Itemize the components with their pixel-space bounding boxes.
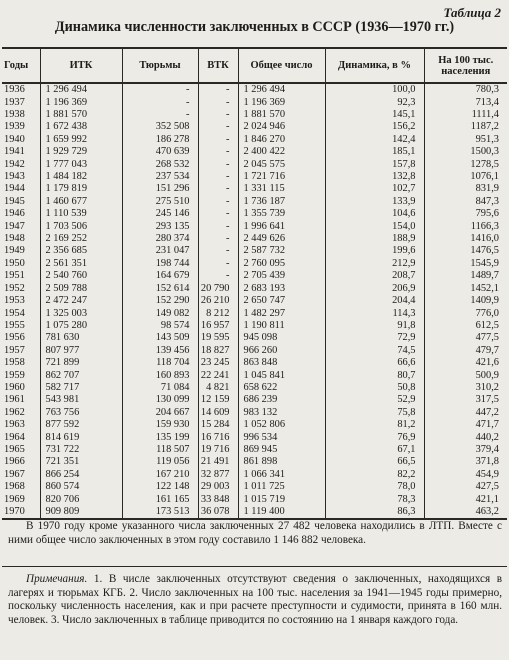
table-row [2, 320, 507, 332]
cell-itk: 1 460 677 [40, 196, 122, 208]
cell-dynamics: 67,1 [325, 444, 424, 456]
cell-itk: 2 169 252 [40, 233, 122, 245]
cell-year: 1955 [4, 319, 25, 331]
cell-dynamics: 145,1 [325, 109, 424, 121]
cell-itk: 543 981 [40, 394, 122, 406]
cell-prisons: 159 930 [122, 419, 198, 431]
table-row [2, 506, 507, 519]
table-row [2, 220, 507, 232]
cell-vtk: 36 078 [198, 506, 238, 519]
cell-prisons: 186 278 [122, 134, 198, 146]
cell-prisons: 352 508 [122, 121, 198, 133]
cell-dynamics: 104,6 [325, 208, 424, 220]
cell-vtk: - [198, 270, 238, 282]
cell-dynamics: 102,7 [325, 183, 424, 195]
cell-vtk: - [198, 220, 238, 232]
cell-prisons: 98 574 [122, 320, 198, 332]
cell-vtk: 23 245 [198, 357, 238, 369]
cell-total: 1 296 494 [238, 83, 325, 96]
cell-per-100k: 831,9 [424, 183, 507, 195]
cell-per-100k: 421,1 [424, 493, 507, 505]
cell-year: 1967 [4, 468, 25, 480]
cell-dynamics: 72,9 [325, 332, 424, 344]
cell-dynamics: 114,3 [325, 307, 424, 319]
cell-year: 1970 [2, 506, 40, 519]
table-row [2, 109, 507, 121]
cell-per-100k: 1489,7 [424, 270, 507, 282]
cell-dynamics: 52,9 [325, 394, 424, 406]
cell-year: 1936 [4, 84, 25, 96]
cell-total: 1 196 369 [238, 96, 325, 108]
col-header-dynamics: Динамика, в % [325, 48, 424, 83]
cell-total: 1 355 739 [238, 208, 325, 220]
cell-vtk: 16 957 [198, 320, 238, 332]
cell-per-100k: 454,9 [424, 469, 507, 481]
cell-year: 1957 [4, 344, 25, 356]
cell-dynamics: 86,3 [325, 506, 424, 519]
cell-year: 1958 [4, 357, 25, 369]
cell-prisons: 245 146 [122, 208, 198, 220]
cell-itk: 2 561 351 [40, 258, 122, 270]
cell-total: 1 015 719 [238, 493, 325, 505]
cell-dynamics: 66,6 [325, 357, 424, 369]
cell-vtk: 8 212 [198, 307, 238, 319]
cell-itk: 820 706 [40, 493, 122, 505]
col-header-prisons: Тюрьмы [122, 48, 198, 83]
cell-total: 2 449 626 [238, 233, 325, 245]
cell-vtk: 14 609 [198, 407, 238, 419]
cell-dynamics: 212,9 [325, 258, 424, 270]
col-header-per-100k: На 100 тыс. населения [424, 48, 507, 83]
cell-total: 2 760 095 [238, 258, 325, 270]
cell-dynamics: 206,9 [325, 283, 424, 295]
table-row [2, 183, 507, 195]
cell-vtk: - [198, 233, 238, 245]
table-row [2, 83, 507, 96]
cell-total: 996 534 [238, 431, 325, 443]
cell-vtk: 15 284 [198, 419, 238, 431]
cell-per-100k: 795,6 [424, 208, 507, 220]
cell-itk: 1 325 003 [40, 307, 122, 319]
cell-year: 1944 [4, 183, 25, 195]
cell-total: 1 190 811 [238, 320, 325, 332]
cell-total: 1 052 806 [238, 419, 325, 431]
cell-year: 1964 [4, 431, 25, 443]
cell-dynamics: 132,8 [325, 171, 424, 183]
cell-vtk: - [198, 121, 238, 133]
table-row [2, 419, 507, 431]
cell-per-100k: 421,6 [424, 357, 507, 369]
cell-vtk: - [198, 258, 238, 270]
cell-prisons: 280 374 [122, 233, 198, 245]
table-row [2, 295, 507, 307]
cell-year: 1965 [4, 443, 25, 455]
cell-dynamics: 142,4 [325, 134, 424, 146]
cell-total: 863 848 [238, 357, 325, 369]
cell-per-100k: 1111,4 [424, 109, 507, 121]
cell-year: 1939 [4, 121, 25, 133]
cell-prisons: 275 510 [122, 196, 198, 208]
table-header-row [2, 48, 507, 83]
cell-year: 1938 [4, 109, 25, 121]
cell-year: 1941 [4, 146, 25, 158]
cell-total: 1 996 641 [238, 220, 325, 232]
cell-total: 1 881 570 [238, 109, 325, 121]
cell-year: 1942 [4, 158, 25, 170]
cell-year: 1960 [4, 381, 25, 393]
cell-per-100k: 1409,9 [424, 295, 507, 307]
cell-vtk: - [198, 158, 238, 170]
cell-vtk: 12 159 [198, 394, 238, 406]
cell-itk: 731 722 [40, 444, 122, 456]
cell-vtk: 20 790 [198, 283, 238, 295]
cell-prisons: 122 148 [122, 481, 198, 493]
col-header-itk: ИТК [40, 48, 122, 83]
cell-prisons: 164 679 [122, 270, 198, 282]
cell-dynamics: 185,1 [325, 146, 424, 158]
cell-itk: 1 110 539 [40, 208, 122, 220]
table-row [2, 146, 507, 158]
cell-per-100k: 1076,1 [424, 171, 507, 183]
cell-prisons: 237 534 [122, 171, 198, 183]
cell-prisons: 149 082 [122, 307, 198, 319]
notes-paragraph [8, 573, 502, 627]
cell-dynamics: 80,7 [325, 369, 424, 381]
cell-prisons: 151 296 [122, 183, 198, 195]
cell-prisons: 293 135 [122, 220, 198, 232]
cell-vtk: - [198, 196, 238, 208]
table-row [2, 469, 507, 481]
cell-per-100k: 471,7 [424, 419, 507, 431]
cell-total: 1 331 115 [238, 183, 325, 195]
col-header-vtk: ВТК [198, 48, 238, 83]
cell-dynamics: 204,4 [325, 295, 424, 307]
table-row [2, 134, 507, 146]
cell-prisons: 139 456 [122, 345, 198, 357]
cell-per-100k: 447,2 [424, 407, 507, 419]
cell-prisons: 119 056 [122, 456, 198, 468]
cell-dynamics: 78,3 [325, 493, 424, 505]
table-row [2, 332, 507, 344]
cell-prisons: 160 893 [122, 369, 198, 381]
prisoners-table [2, 47, 507, 520]
table-row [2, 208, 507, 220]
cell-vtk: 19 716 [198, 444, 238, 456]
cell-total: 1 482 297 [238, 307, 325, 319]
cell-total: 686 239 [238, 394, 325, 406]
cell-itk: 814 619 [40, 431, 122, 443]
cell-per-100k: 479,7 [424, 345, 507, 357]
cell-itk: 1 777 043 [40, 158, 122, 170]
cell-year: 1943 [4, 171, 25, 183]
cell-itk: 1 672 438 [40, 121, 122, 133]
table-number: Таблица 2 [443, 5, 501, 20]
cell-vtk: 18 827 [198, 345, 238, 357]
cell-itk: 781 630 [40, 332, 122, 344]
cell-per-100k: 780,3 [424, 83, 507, 96]
cell-itk: 866 254 [40, 469, 122, 481]
cell-vtk: 19 595 [198, 332, 238, 344]
divider-line [2, 566, 507, 567]
cell-prisons: 204 667 [122, 407, 198, 419]
cell-per-100k: 310,2 [424, 382, 507, 394]
table-row [2, 283, 507, 295]
cell-vtk: - [198, 134, 238, 146]
cell-total: 1 721 716 [238, 171, 325, 183]
cell-dynamics: 81,2 [325, 419, 424, 431]
cell-total: 966 260 [238, 345, 325, 357]
table-row [2, 233, 507, 245]
cell-per-100k: 1545,9 [424, 258, 507, 270]
table-row [2, 394, 507, 406]
cell-dynamics: 82,2 [325, 469, 424, 481]
cell-per-100k: 500,9 [424, 369, 507, 381]
table-row [2, 444, 507, 456]
table-row [2, 307, 507, 319]
cell-prisons: 71 084 [122, 382, 198, 394]
cell-per-100k: 1166,3 [424, 220, 507, 232]
cell-dynamics: 75,8 [325, 407, 424, 419]
cell-prisons: - [122, 109, 198, 121]
cell-year: 1940 [4, 133, 25, 145]
cell-year: 1946 [4, 208, 25, 220]
cell-itk: 862 707 [40, 369, 122, 381]
cell-total: 2 024 946 [238, 121, 325, 133]
cell-year: 1963 [4, 419, 25, 431]
table-row [2, 171, 507, 183]
cell-vtk: 22 241 [198, 369, 238, 381]
cell-dynamics: 199,6 [325, 245, 424, 257]
cell-total: 1 119 400 [238, 506, 325, 519]
cell-per-100k: 1187,2 [424, 121, 507, 133]
cell-year: 1954 [4, 307, 25, 319]
cell-prisons: 268 532 [122, 158, 198, 170]
table-row [2, 121, 507, 133]
cell-dynamics: 92,3 [325, 96, 424, 108]
cell-dynamics: 74,5 [325, 345, 424, 357]
cell-prisons: 470 639 [122, 146, 198, 158]
cell-year: 1951 [4, 270, 25, 282]
cell-itk: 807 977 [40, 345, 122, 357]
cell-itk: 1 659 992 [40, 134, 122, 146]
table-row [2, 431, 507, 443]
cell-per-100k: 1278,5 [424, 158, 507, 170]
cell-vtk: 29 003 [198, 481, 238, 493]
cell-vtk: - [198, 183, 238, 195]
notes-text: 1. В числе заключенных отсутствуют сведения о заключенных, находящихся в лагерях и тюрьмах КГБ. 2. Число заключенных на 100 тыс. населения за 1941—1945 годы примерно, поскольку численность населения, как и при расчете преступности и судимости, принята в 160 млн. человек. 3. Число заключенных в таблице приводится по состоянию на 1 января каждого года. [8, 573, 502, 626]
cell-dynamics: 188,9 [325, 233, 424, 245]
cell-itk: 1 929 729 [40, 146, 122, 158]
cell-prisons: 152 290 [122, 295, 198, 307]
cell-total: 1 846 270 [238, 134, 325, 146]
table-row [2, 196, 507, 208]
cell-prisons: - [122, 83, 198, 96]
cell-itk: 721 351 [40, 456, 122, 468]
cell-year: 1961 [4, 394, 25, 406]
cell-year: 1952 [4, 282, 25, 294]
cell-itk: 1 484 182 [40, 171, 122, 183]
cell-year: 1949 [4, 245, 25, 257]
cell-vtk: 16 716 [198, 431, 238, 443]
cell-total: 1 736 187 [238, 196, 325, 208]
cell-prisons: 143 509 [122, 332, 198, 344]
cell-itk: 2 356 685 [40, 245, 122, 257]
col-header-total: Общее число [238, 48, 325, 83]
cell-dynamics: 78,0 [325, 481, 424, 493]
cell-year: 1968 [4, 481, 25, 493]
cell-total: 2 045 575 [238, 158, 325, 170]
cell-year: 1937 [4, 96, 25, 108]
cell-itk: 1 296 494 [40, 83, 122, 96]
cell-itk: 2 540 760 [40, 270, 122, 282]
cell-vtk: 32 877 [198, 469, 238, 481]
cell-year: 1966 [4, 456, 25, 468]
cell-itk: 877 592 [40, 419, 122, 431]
cell-dynamics: 133,9 [325, 196, 424, 208]
cell-year: 1950 [4, 257, 25, 269]
notes-label: Примечания. [26, 573, 88, 585]
cell-itk: 1 179 819 [40, 183, 122, 195]
cell-itk: 2 472 247 [40, 295, 122, 307]
cell-prisons: 198 744 [122, 258, 198, 270]
cell-year: 1947 [4, 220, 25, 232]
cell-total: 658 622 [238, 382, 325, 394]
cell-year: 1962 [4, 406, 25, 418]
cell-vtk: - [198, 96, 238, 108]
cell-vtk: 33 848 [198, 493, 238, 505]
cell-total: 1 066 341 [238, 469, 325, 481]
table-body [2, 83, 507, 519]
cell-dynamics: 100,0 [325, 83, 424, 96]
cell-year: 1956 [4, 332, 25, 344]
cell-prisons: 152 614 [122, 283, 198, 295]
cell-itk: 721 899 [40, 357, 122, 369]
cell-per-100k: 317,5 [424, 394, 507, 406]
cell-itk: 763 756 [40, 407, 122, 419]
cell-per-100k: 951,3 [424, 134, 507, 146]
cell-prisons: 118 704 [122, 357, 198, 369]
table-row [2, 245, 507, 257]
cell-dynamics: 154,0 [325, 220, 424, 232]
cell-per-100k: 776,0 [424, 307, 507, 319]
cell-total: 861 898 [238, 456, 325, 468]
cell-total: 1 045 841 [238, 369, 325, 381]
table-row [2, 369, 507, 381]
cell-dynamics: 76,9 [325, 431, 424, 443]
cell-prisons: 135 199 [122, 431, 198, 443]
table-row [2, 481, 507, 493]
cell-per-100k: 440,2 [424, 431, 507, 443]
cell-vtk: - [198, 83, 238, 96]
cell-total: 983 132 [238, 407, 325, 419]
cell-vtk: 4 821 [198, 382, 238, 394]
cell-vtk: - [198, 245, 238, 257]
cell-year: 1945 [4, 195, 25, 207]
cell-itk: 2 509 788 [40, 283, 122, 295]
cell-total: 869 945 [238, 444, 325, 456]
cell-per-100k: 379,4 [424, 444, 507, 456]
cell-per-100k: 713,4 [424, 96, 507, 108]
cell-prisons: 161 165 [122, 493, 198, 505]
cell-year: 1953 [4, 295, 25, 307]
cell-total: 945 098 [238, 332, 325, 344]
table-row [2, 96, 507, 108]
table-row [2, 345, 507, 357]
cell-itk: 582 717 [40, 382, 122, 394]
cell-vtk: 26 210 [198, 295, 238, 307]
cell-per-100k: 427,5 [424, 481, 507, 493]
cell-per-100k: 477,5 [424, 332, 507, 344]
cell-total: 2 587 732 [238, 245, 325, 257]
cell-per-100k: 1452,1 [424, 283, 507, 295]
cell-total: 2 705 439 [238, 270, 325, 282]
cell-per-100k: 612,5 [424, 320, 507, 332]
cell-dynamics: 208,7 [325, 270, 424, 282]
cell-per-100k: 847,3 [424, 196, 507, 208]
table-row [2, 456, 507, 468]
cell-prisons: 231 047 [122, 245, 198, 257]
cell-itk: 1 196 369 [40, 96, 122, 108]
cell-dynamics: 156,2 [325, 121, 424, 133]
cell-dynamics: 157,8 [325, 158, 424, 170]
cell-prisons: - [122, 96, 198, 108]
col-header-years: Годы [2, 48, 40, 83]
table-row [2, 270, 507, 282]
cell-per-100k: 1500,3 [424, 146, 507, 158]
table-row [2, 258, 507, 270]
cell-per-100k: 1476,5 [424, 245, 507, 257]
cell-prisons: 130 099 [122, 394, 198, 406]
cell-prisons: 167 210 [122, 469, 198, 481]
table-row [2, 493, 507, 505]
cell-itk: 860 574 [40, 481, 122, 493]
table-row [2, 357, 507, 369]
cell-vtk: - [198, 208, 238, 220]
after-table-paragraph: В 1970 году кроме указанного числа заключенных 27 482 человека находились в ЛТП. Вместе с ними общее число заключенных в этом году составило 1 146 882 человека. [8, 520, 502, 546]
cell-dynamics: 50,8 [325, 382, 424, 394]
table-title: Динамика численности заключенных в СССР (1936—1970 гг.) [54, 19, 455, 35]
table-row [2, 382, 507, 394]
cell-vtk: - [198, 146, 238, 158]
cell-vtk: 21 491 [198, 456, 238, 468]
cell-dynamics: 66,5 [325, 456, 424, 468]
cell-year: 1969 [4, 493, 25, 505]
cell-total: 2 400 422 [238, 146, 325, 158]
cell-per-100k: 463,2 [424, 506, 507, 519]
cell-per-100k: 371,8 [424, 456, 507, 468]
cell-itk: 1 881 570 [40, 109, 122, 121]
table-row [2, 407, 507, 419]
cell-vtk: - [198, 109, 238, 121]
cell-dynamics: 91,8 [325, 320, 424, 332]
cell-itk: 1 703 506 [40, 220, 122, 232]
cell-year: 1948 [4, 233, 25, 245]
table-row [2, 158, 507, 170]
cell-total: 2 683 193 [238, 283, 325, 295]
cell-year: 1959 [4, 369, 25, 381]
cell-itk: 1 075 280 [40, 320, 122, 332]
cell-itk: 909 809 [40, 506, 122, 519]
cell-total: 2 650 747 [238, 295, 325, 307]
cell-per-100k: 1416,0 [424, 233, 507, 245]
cell-total: 1 011 725 [238, 481, 325, 493]
cell-prisons: 173 513 [122, 506, 198, 519]
cell-prisons: 118 507 [122, 444, 198, 456]
cell-vtk: - [198, 171, 238, 183]
